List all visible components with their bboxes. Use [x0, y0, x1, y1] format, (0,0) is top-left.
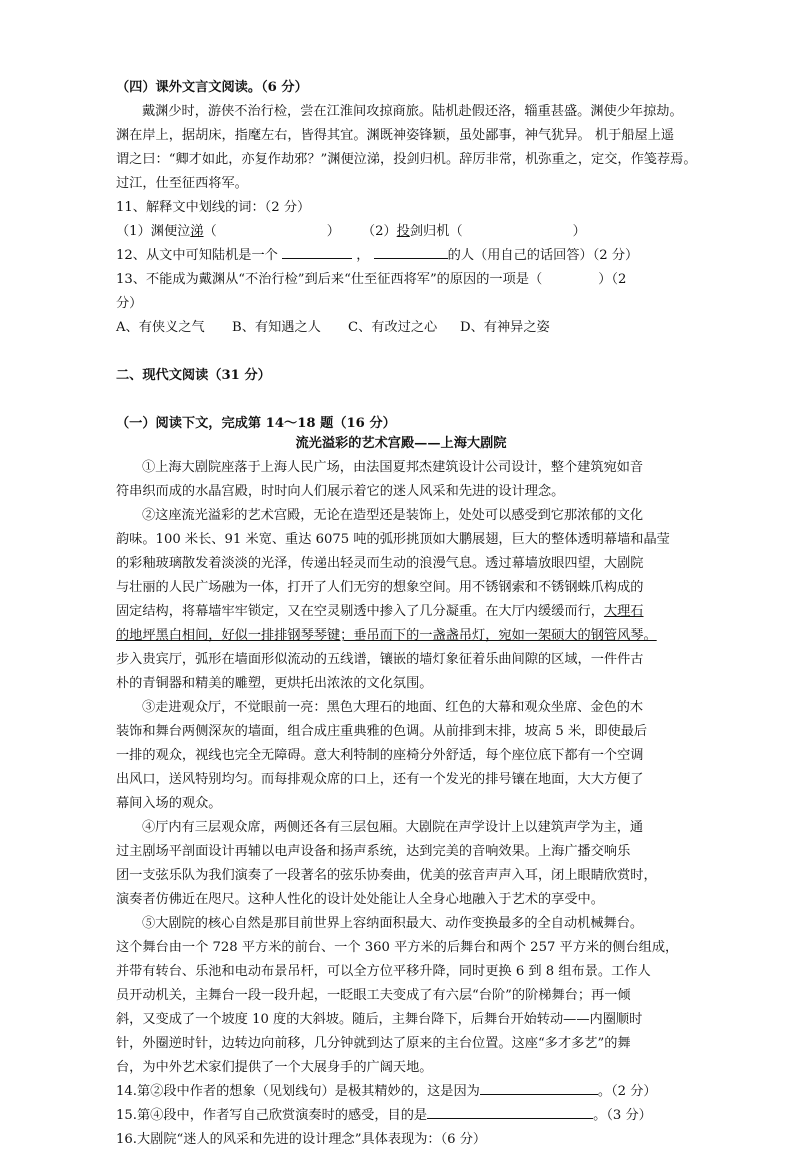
q12-text-c: 的人（用自己的话回答）（2 分） — [447, 248, 639, 263]
paragraph-5-line: 这个舞台由一个 728 平方米的前台、一个 360 平方米的后舞台和两个 257 平方米的侧台组成， — [116, 940, 679, 955]
q11b-underlined-word: 投 — [396, 224, 410, 239]
paragraph-5-line: 斜，又变成了一个坡度 10 度的大斜坡。随后，主舞台降下，后舞台开始转动——内圈顺时 — [116, 1012, 643, 1027]
q12-text-b: ， — [356, 248, 370, 263]
question-16: 16.大剧院“迷人的风采和先进的设计理念”具体表现为：（6 分） — [116, 1132, 487, 1147]
classical-text-line: 过江，仕至征西将军。 — [116, 176, 248, 191]
paragraph-2-line: 的彩釉玻璃散发着淡淡的光泽，传递出轻灵而生动的浪漫气息。透过幕墙放眼四望，大剧院 — [116, 556, 644, 571]
question-13-cont: 分） — [116, 296, 143, 311]
classical-text-line: 谓之曰：“卿才如此，亦复作劫邪？”渊便泣涕，投剑归机。辞厉非常，机弥重之，定交，作笺荐焉。 — [116, 152, 697, 167]
q13-text-b: ）（2 — [598, 272, 627, 287]
q11a-open: （ — [203, 224, 217, 239]
p2-text: 步入贵宾厅，弧形在墙面形似流动的五线谱， — [116, 652, 380, 667]
q11a-close: ） — [326, 224, 340, 239]
paragraph-3-line: ③走进观众厅，不觉眼前一亮：黑色大理石的地面、红色的大幕和观众坐席、金色的木 — [142, 700, 644, 715]
paragraph-2-line: 韵味。100 米长、91 米宽、重达 6075 吨的弧形挑顶如大鹏展翅，巨大的整体透明幕墙和晶莹 — [116, 532, 670, 547]
question-14 — [116, 1080, 686, 1104]
paragraph-2-line: ②这座流光溢彩的艺术宫殿，无论在造型还是装饰上，处处可以感受到它那浓郁的文化 — [142, 508, 644, 523]
paragraph-2-line — [116, 600, 686, 624]
q11b-prefix: （2） — [361, 224, 397, 239]
paragraph-2-line: 朴的青铜器和精美的雕塑，更烘托出浓浓的文化氛围。 — [116, 676, 433, 691]
p2-text: 镶嵌的墙灯象征着乐曲间隙的区域，一件件古 — [379, 652, 644, 667]
question-11: 11、解释文中划线的词：（2 分） — [116, 200, 311, 215]
question-13 — [116, 268, 686, 292]
q14-score: 。（2 分） — [597, 1084, 657, 1099]
classical-text-line: 戴渊少时，游侠不治行检，尝在江淮间攻掠商旅。陆机赴假还洛，辎重甚盛。渊使少年掠劫。 — [142, 104, 683, 119]
p2-underlined-text: 大理石 — [603, 604, 644, 619]
q11b-close: ） — [572, 224, 586, 239]
paragraph-4-line: 演奏者仿佛近在咫尺。这种人性化的设计处处能让人全身心地融入于艺术的享受中。 — [116, 892, 604, 907]
option-a[interactable]: A、有侠义之气 — [116, 320, 205, 335]
exam-page — [116, 76, 697, 1152]
q11a-underlined-word: 涕 — [190, 224, 204, 239]
article-title: 流光溢彩的艺术宫殿——上海大剧院 — [295, 436, 507, 451]
option-c[interactable]: C、有改过之心 — [348, 320, 438, 335]
paragraph-5-line: 针，外圈逆时针，边转边向前移，几分钟就到达了原来的主台位置。这座“多才多艺”的舞 — [116, 1036, 631, 1051]
q12-blank-1[interactable] — [282, 244, 352, 259]
option-b[interactable]: B、有知遇之人 — [232, 320, 321, 335]
paragraph-5-line: ⑤大剧院的核心自然是那目前世界上容纳面积最大、动作变换最多的全自动机械舞台。 — [142, 916, 644, 931]
q11a-prefix: （1）渊便泣 — [116, 224, 191, 239]
question-11-items — [116, 220, 686, 244]
paragraph-5-line: 并带有转台、乐池和电动布景吊杆，可以全方位平移升降，同时更换 6 到 8 组布景。工作人 — [116, 964, 651, 979]
q15-text: 15.第④段中，作者写自己欣赏演奏时的感受，目的是 — [116, 1108, 428, 1123]
paragraph-3-line: 出风口，送风特别均匀。而每排观众席的口上，还有一个发光的排号镶在地面，大大方便了 — [116, 772, 644, 787]
paragraph-3-line: 装饰和舞台两侧深灰的墙面，组合成庄重典雅的色调。从前排到末排，坡高 5 米，即使最后 — [116, 724, 648, 739]
question-13-options — [116, 316, 686, 340]
section-2-heading: 二、现代文阅读（31 分） — [116, 368, 271, 383]
paragraph-1-line: ①上海大剧院座落于上海人民广场，由法国夏邦杰建筑设计公司设计，整个建筑宛如音 — [142, 460, 644, 475]
section-4-heading: （四）课外文言文阅读。（6 分） — [116, 80, 308, 95]
paragraph-4-line: 过主剧场平剖面设计再辅以电声设备和扬声系统，达到完美的音响效果。上海广播交响乐 — [116, 844, 631, 859]
paragraph-2-line — [116, 648, 686, 672]
q15-score: 。（3 分） — [593, 1108, 652, 1123]
q12-text-a: 12、从文中可知陆机是一个 — [116, 248, 278, 263]
question-15 — [116, 1104, 686, 1128]
q12-blank-2[interactable] — [374, 244, 448, 259]
q11b-open: 剑归机（ — [409, 224, 463, 239]
option-d[interactable]: D、有神异之姿 — [460, 320, 550, 335]
p2-text: 固定结构，将幕墙牢牢锁定，又在空灵剔透中掺入了几分凝重。在大厅内缓缓而行， — [116, 604, 604, 619]
paragraph-3-line: 幕间入场的观众。 — [116, 796, 222, 811]
paragraph-2-line: 与壮丽的人民广场融为一体，打开了人们无穷的想象空间。用不锈钢索和不锈钢蛛爪构成的 — [116, 580, 644, 595]
classical-text-line: 渊在岸上，据胡床，指麾左右，皆得其宜。渊既神姿锋颖，虽处鄙事，神气犹异。 机于船屋上遥 — [116, 128, 675, 143]
q13-text-a: 13、不能成为戴渊从“不治行检”到后来“仕至征西将军”的原因的一项是（ — [116, 272, 543, 287]
paragraph-4-line: ④厅内有三层观众席，两侧还各有三层包厢。大剧院在声学设计上以建筑声学为主，通 — [142, 820, 644, 835]
paragraph-3-line: 一排的观众，视线也完全无障碍。意大利特制的座椅分外舒适，每个座位底下都有一个空调 — [116, 748, 644, 763]
paragraph-2-underlined-line: 的地坪黑白相间，好似一排排钢琴琴键；垂吊而下的一盏盏吊灯，宛如一架硕大的钢管风琴。 — [116, 628, 657, 643]
q14-text: 14.第②段中作者的想象（见划线句）是极其精妙的，这是因为 — [116, 1084, 480, 1099]
q14-blank[interactable] — [480, 1080, 598, 1095]
paragraph-5-line: 台，为中外艺术家们提供了一个大展身手的广阔天地。 — [116, 1060, 433, 1075]
paragraph-4-line: 团一支弦乐队为我们演奏了一段著名的弦乐协奏曲，优美的弦音声声入耳，闭上眼睛欣赏时， — [116, 868, 657, 883]
paragraph-5-line: 员开动机关，主舞台一段一段升起，一眨眼工夫变成了有六层“台阶”的阶梯舞台；再一倾 — [116, 988, 631, 1003]
subsection-1-heading: （一）阅读下文，完成第 14～18 题（16 分） — [116, 416, 396, 431]
q15-blank[interactable] — [427, 1104, 593, 1119]
paragraph-1-line: 符串织而成的水晶宫殿，时时向人们展示着它的迷人风采和先进的设计理念。 — [116, 484, 565, 499]
question-12 — [116, 244, 686, 268]
